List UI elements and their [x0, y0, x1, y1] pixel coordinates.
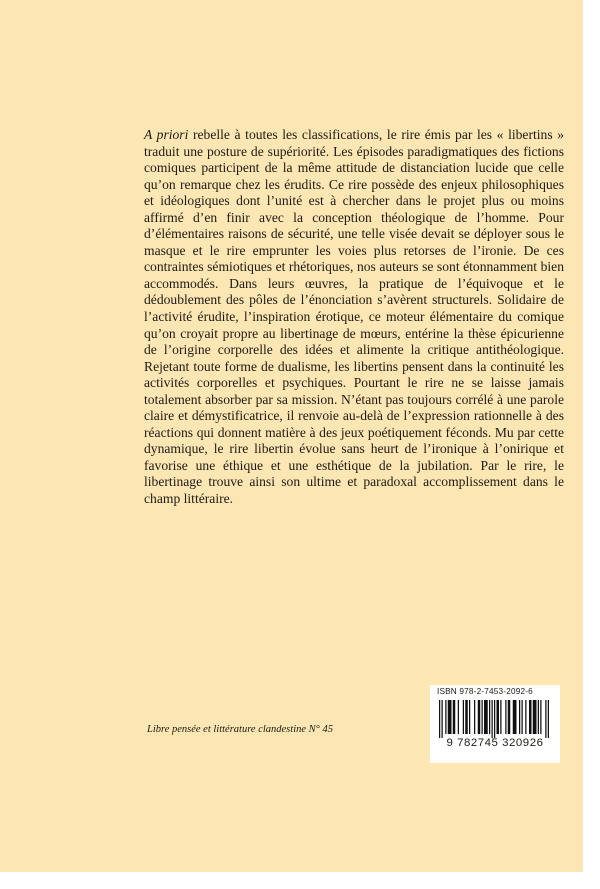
barcode-bar: [442, 700, 443, 738]
barcode-bar: [548, 700, 549, 738]
barcode-bar: [519, 700, 520, 734]
barcode-bar: [445, 700, 446, 734]
series-title: Libre pensée et littérature clandestine N° 45: [147, 724, 333, 735]
barcode-bar: [500, 700, 501, 734]
isbn-label: ISBN 978-2-7453-2092-6: [437, 687, 533, 696]
barcode-bar: [478, 700, 481, 734]
barcode-bar: [540, 700, 541, 734]
barcode-digits: 9 782745 320926: [446, 737, 544, 749]
barcode-bar: [529, 700, 532, 734]
blurb-lead-in: A priori: [144, 127, 189, 142]
barcode-bar: [448, 700, 452, 734]
barcode-bar: [474, 700, 475, 734]
barcode-bar: [505, 700, 506, 734]
barcode-bar: [469, 700, 470, 734]
barcode-bar: [465, 700, 468, 734]
barcode-bar: [484, 700, 488, 734]
barcode-bar: [463, 700, 464, 734]
barcode-bar: [513, 700, 517, 734]
barcode-bar: [482, 700, 483, 734]
barcode-bar: [492, 700, 493, 738]
blurb-paragraph: [144, 127, 564, 508]
barcode-bar: [508, 700, 511, 734]
barcode-icon: [437, 700, 553, 738]
barcode-bar: [538, 700, 539, 734]
barcode-bar: [439, 700, 440, 738]
barcode-bar: [525, 700, 526, 734]
barcode-bar: [453, 700, 456, 734]
barcode-bar: [458, 700, 459, 734]
barcode-bar: [494, 700, 495, 738]
barcode-bar: [533, 700, 537, 734]
barcode-bar: [489, 700, 490, 734]
barcode-bar: [497, 700, 500, 734]
blurb-text: rebelle à toutes les classifications, le rire émis par les « libertins » traduit une posture de supériorité. Les épisodes paradigmatiques des fictions comiques participent de la même attitude de distanciation lucide que celle qu’on remarque chez les érudits. Ce rire possède des enjeux philosophiques et idéologiques dont l’unité est à chercher dans le projet plus ou moins affirmé d’en finir avec la conception théologique de l’homme. Pour d’élémentaires raisons de sécurité, une telle visée devait se déployer sous le masque et le rire emprunter les voies plus retorses de l’ironie. De ces contraintes sémiotiques et rhétoriques, nos auteurs se sont étonnamment bien accommodés. Dans leurs œuvres, la pratique de l’équivoque et le dédoublement des pôles de l’énonciation s’avèrent structurels. Solidaire de l’activité érudite, l’inspiration érotique, ce moteur élémentaire du comique qu’on croyait propre au libertinage de mœurs, entérine la thèse épicurienne de l’origine corporelle des idées et alimente la critique antithéologique. Rejetant toute forme de dualisme, les libertins pensent dans la continuité les activités corporelles et psychiques. Pourtant le rire ne se laisse jamais totalement absorber par sa mission. N’étant pas toujours corrélé à une parole claire et démystificatrice, il renvoie au-delà de l’expression rationnelle à des réactions qui donnent matière à des jeux poétiquement féconds. Mu par cette dynamique, le rire libertin évolue sans heurt de l’ironique à l’onirique et favorise une éthique et une esthétique de la jubilation. Par le rire, le libertinage trouve ainsi son ultime et paradoxal accomplissement dans le champ littéraire.: [144, 127, 565, 507]
isbn-barcode: [430, 685, 560, 763]
barcode-bar: [522, 700, 523, 734]
barcode-bar: [545, 700, 546, 738]
